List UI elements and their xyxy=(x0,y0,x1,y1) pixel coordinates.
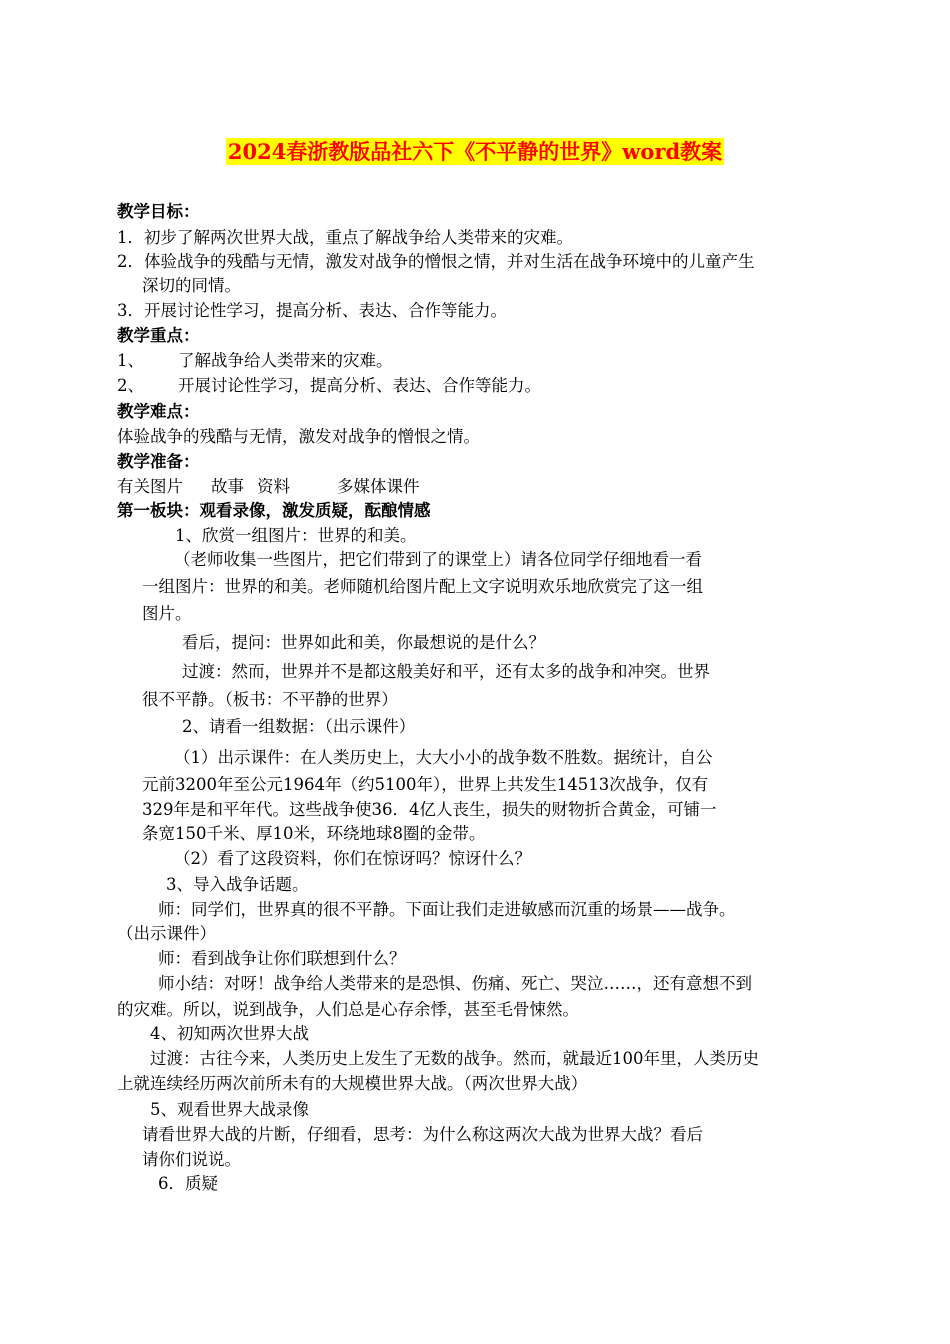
paragraph-line: 过渡：古往今来，人类历史上发生了无数的战争。然而，就最近100年里，人类历史 xyxy=(150,1049,759,1068)
paragraph-line: 一组图片：世界的和美。老师随机给图片配上文字说明欢乐地欣赏完了这一组 xyxy=(142,577,703,596)
key-point-text: 开展讨论性学习，提高分析、表达、合作等能力。 xyxy=(178,376,541,395)
paragraph-line: 过渡：然而，世界并不是都这般美好和平，还有太多的战争和冲突。世界 xyxy=(182,662,710,681)
paragraph-line: 师：同学们，世界真的很不平静。下面让我们走进敏感而沉重的场景——战争。 xyxy=(158,900,736,919)
paragraph-line: （出示课件） xyxy=(117,924,216,943)
preparation-item: 故事 xyxy=(211,477,244,496)
preparation-item: 有关图片 xyxy=(117,477,183,496)
paragraph-line: 元前3200年至公元1964年（约5100年），世界上共发生14513次战争，仅有 xyxy=(142,775,709,794)
objective-item: 1．初步了解两次世界大战，重点了解战争给人类带来的灾难。 xyxy=(117,228,573,247)
paragraph-line: 上就连续经历两次前所未有的大规模世界大战。（两次世界大战） xyxy=(117,1074,588,1093)
paragraph-line: 很不平静。（板书：不平静的世界） xyxy=(142,690,398,709)
key-point-number: 1、 xyxy=(117,351,144,370)
section-heading: 第一板块：观看录像，激发质疑，酝酿情感 xyxy=(117,501,431,520)
paragraph-line: 师小结：对呀！战争给人类带来的是恐惧、伤痛、死亡、哭泣……，还有意想不到 xyxy=(158,974,752,993)
key-point-number: 2、 xyxy=(117,376,144,395)
paragraph-line: 请看世界大战的片断，仔细看，思考：为什么称这两次大战为世界大战？看后 xyxy=(142,1125,703,1144)
objective-item: 3．开展讨论性学习，提高分析、表达、合作等能力。 xyxy=(117,301,507,320)
paragraph-line: 1、欣赏一组图片：世界的和美。 xyxy=(175,526,417,545)
preparation-item: 多媒体课件 xyxy=(337,477,420,496)
paragraph-line: （1）出示课件：在人类历史上，大大小小的战争数不胜数。据统计，自公 xyxy=(174,748,713,767)
document-title xyxy=(0,136,950,166)
objectives-heading: 教学目标： xyxy=(117,202,200,221)
difficulty-text: 体验战争的残酷与无情，激发对战争的憎恨之情。 xyxy=(117,427,480,446)
paragraph-line: （老师收集一些图片，把它们带到了的课堂上）请各位同学仔细地看一看 xyxy=(174,550,702,569)
paragraph-line: 4、初知两次世界大战 xyxy=(150,1024,309,1043)
paragraph-line: 的灾难。所以，说到战争，人们总是心存余悸，甚至毛骨悚然。 xyxy=(117,1000,579,1019)
paragraph-line: 看后，提问：世界如此和美，你最想说的是什么？ xyxy=(182,633,545,652)
preparation-heading: 教学准备： xyxy=(117,452,200,471)
paragraph-line: 329年是和平年代。这些战争使36．4亿人丧生，损失的财物折合黄金，可铺一 xyxy=(142,800,717,819)
paragraph-line: 条宽150千米、厚10米，环绕地球8圈的金带。 xyxy=(142,824,486,843)
paragraph-line: 请你们说说。 xyxy=(142,1150,241,1169)
key-point-text: 了解战争给人类带来的灾难。 xyxy=(178,351,393,370)
paragraph-line: 2、请看一组数据：（出示课件） xyxy=(182,717,416,736)
paragraph-line: 6．质疑 xyxy=(158,1174,218,1193)
paragraph-line: 5、观看世界大战录像 xyxy=(150,1100,309,1119)
objective-item: 2．体验战争的残酷与无情，激发对战争的憎恨之情，并对生活在战争环境中的儿童产生 xyxy=(117,252,755,271)
title-text: 2024春浙教版品社六下《不平静的世界》word教案 xyxy=(227,139,723,164)
paragraph-line: 3、导入战争话题。 xyxy=(166,875,309,894)
paragraph-line: 图片。 xyxy=(142,604,192,623)
preparation-item: 资料 xyxy=(257,477,290,496)
key-points-heading: 教学重点： xyxy=(117,326,200,345)
objective-item: 深切的同情。 xyxy=(142,276,241,295)
paragraph-line: 师：看到战争让你们联想到什么？ xyxy=(158,949,406,968)
paragraph-line: （2）看了这段资料，你们在惊讶吗？惊讶什么？ xyxy=(174,849,531,868)
difficulty-heading: 教学难点： xyxy=(117,402,200,421)
